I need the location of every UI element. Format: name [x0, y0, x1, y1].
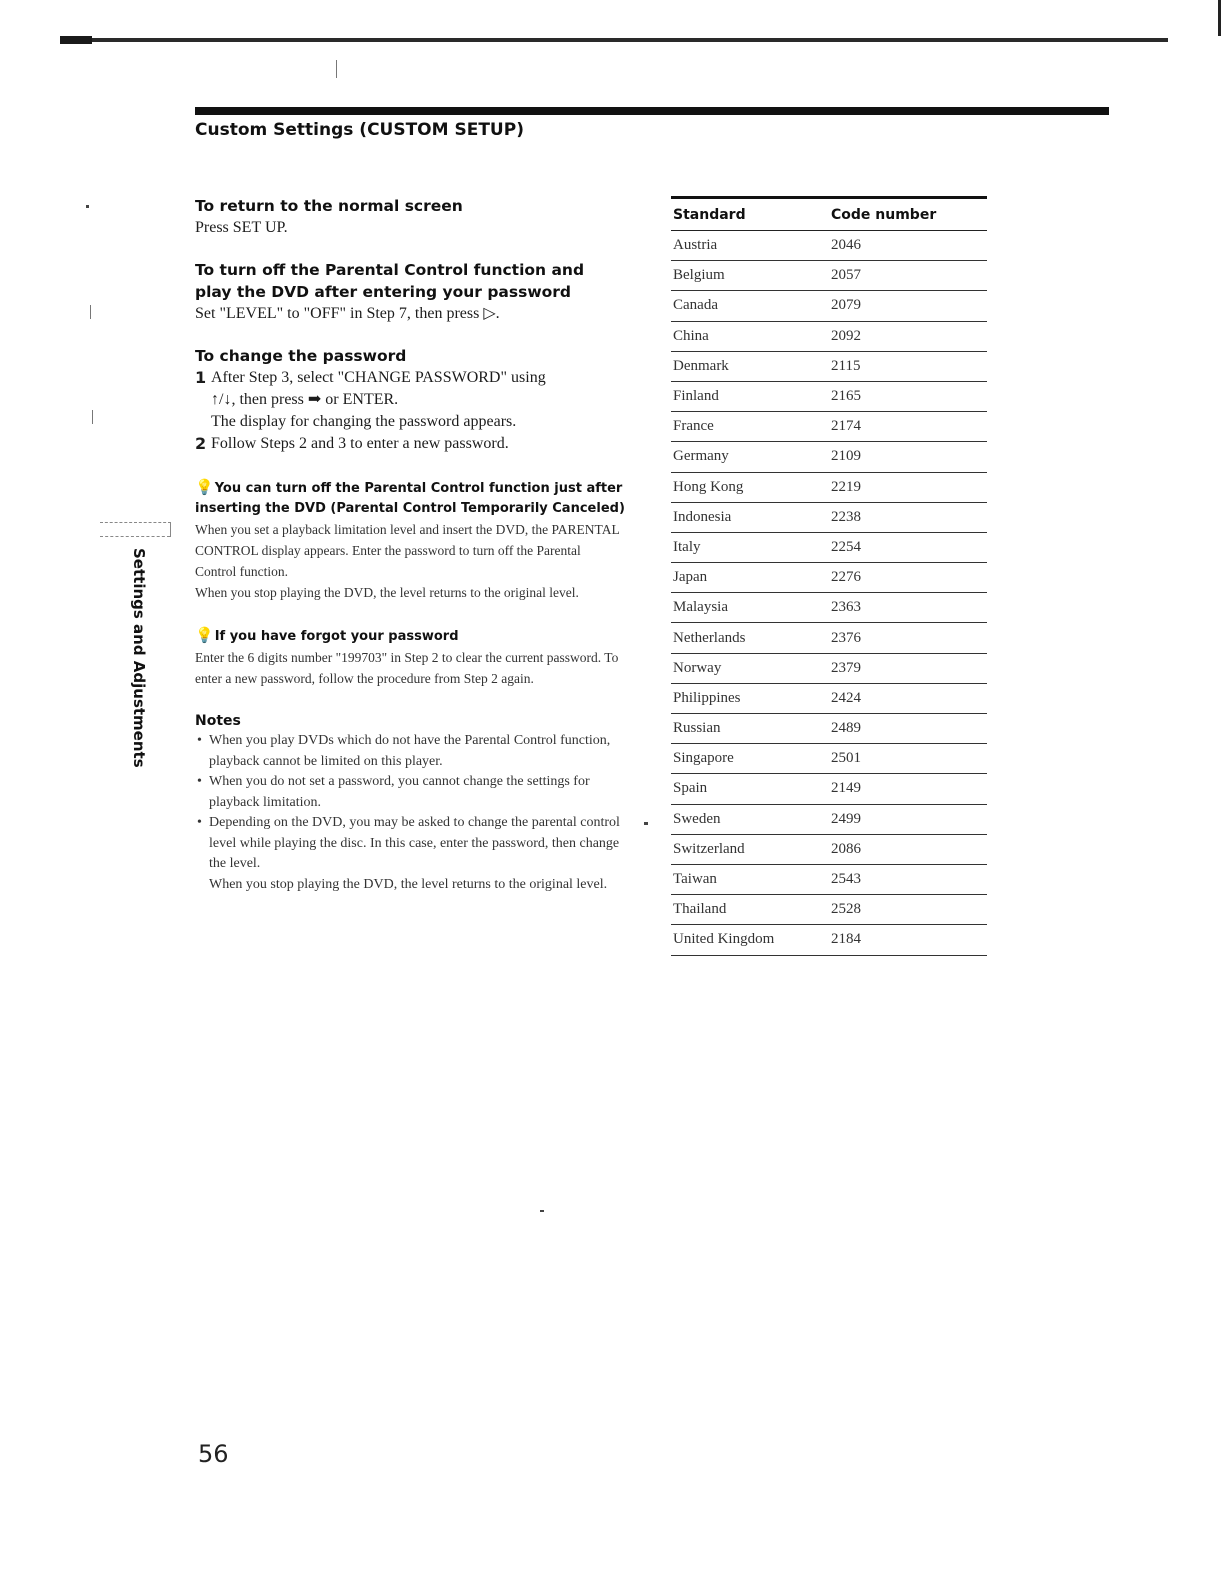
scan-mark [540, 1210, 544, 1212]
turn-off-heading: To turn off the Parental Control function and play the DVD after entering your password [195, 261, 585, 301]
return-heading: To return to the normal screen [195, 197, 463, 215]
scan-mark [90, 305, 91, 319]
country-cell: Finland [671, 381, 829, 411]
tip-heading-text: You can turn off the Parental Control function just after inserting the DVD (Parental Control Temporarily Canceled) [195, 481, 625, 516]
code-cell: 2046 [829, 231, 987, 261]
table-row [671, 895, 987, 925]
code-cell: 2109 [829, 442, 987, 472]
country-cell: Russian [671, 714, 829, 744]
top-rule [60, 38, 1168, 42]
table-row [671, 864, 987, 894]
table-row [671, 442, 987, 472]
code-cell: 2079 [829, 291, 987, 321]
code-cell: 2276 [829, 563, 987, 593]
step-1-note: The display for changing the password appears. [211, 413, 517, 430]
turn-off-text: Set "LEVEL" to "OFF" in Step 7, then press ▷. [195, 305, 500, 322]
step-1-continuation: ↑/↓, then press ➡ or ENTER. [211, 391, 399, 408]
table-row [671, 653, 987, 683]
country-cell: Italy [671, 532, 829, 562]
code-cell: 2376 [829, 623, 987, 653]
column-header-code: Code number [829, 198, 987, 231]
code-cell: 2092 [829, 321, 987, 351]
step-number: 2 [195, 434, 207, 453]
country-cell: Indonesia [671, 502, 829, 532]
note-continuation: When you stop playing the DVD, the level returns to the original level. [209, 876, 608, 892]
code-cell: 2499 [829, 804, 987, 834]
code-cell: 2424 [829, 683, 987, 713]
country-cell: Austria [671, 231, 829, 261]
table-row [671, 774, 987, 804]
code-cell: 2149 [829, 774, 987, 804]
country-cell: Switzerland [671, 834, 829, 864]
main-column [195, 195, 625, 895]
code-cell: 2057 [829, 261, 987, 291]
table-row [671, 563, 987, 593]
code-cell: 2184 [829, 925, 987, 955]
table-row [671, 321, 987, 351]
code-cell: 2501 [829, 744, 987, 774]
country-cell: Malaysia [671, 593, 829, 623]
code-cell: 2086 [829, 834, 987, 864]
code-cell: 2165 [829, 381, 987, 411]
side-tab-label: Settings and Adjustments [130, 548, 148, 768]
table-row [671, 532, 987, 562]
country-cell: Belgium [671, 261, 829, 291]
table-row [671, 623, 987, 653]
code-cell: 2379 [829, 653, 987, 683]
section-title: Custom Settings (CUSTOM SETUP) [195, 120, 524, 140]
section-header-bar [195, 107, 1109, 115]
country-code-table [671, 196, 987, 956]
side-tab-bracket [100, 522, 171, 537]
table-body [671, 231, 987, 956]
code-cell: 2219 [829, 472, 987, 502]
note-text: Depending on the DVD, you may be asked to change the parental control level while playing the disc. In this case, enter the password, then change the level. [209, 815, 620, 871]
table-row [671, 291, 987, 321]
country-cell: Japan [671, 563, 829, 593]
note-item [195, 813, 625, 895]
country-cell: Norway [671, 653, 829, 683]
country-cell: Philippines [671, 683, 829, 713]
note-item: • When you play DVDs which do not have the Parental Control function, playback cannot be limited on this player. [195, 731, 625, 772]
country-cell: France [671, 412, 829, 442]
country-cell: Netherlands [671, 623, 829, 653]
tip-heading [195, 625, 625, 647]
page-number: 56 [198, 1440, 229, 1468]
notes-list [195, 731, 625, 895]
code-cell: 2528 [829, 895, 987, 925]
tip-paragraph: When you stop playing the DVD, the level returns to the original level. [195, 585, 579, 600]
country-cell: United Kingdom [671, 925, 829, 955]
tip-paragraph: When you set a playback limitation level and insert the DVD, the PARENTAL CONTROL display appears. Enter the password to turn off the Parental Control function. [195, 522, 620, 579]
side-tab-bracket [100, 536, 170, 537]
notes-heading: Notes [195, 713, 241, 729]
table-row [671, 593, 987, 623]
tip-heading [195, 477, 625, 519]
table-row [671, 472, 987, 502]
country-cell: Taiwan [671, 864, 829, 894]
country-cell: China [671, 321, 829, 351]
lightbulb-icon: 💡 [195, 478, 214, 496]
step-2 [195, 433, 625, 455]
tip-paragraph: Enter the 6 digits number "199703" in Step 2 to clear the current password. To enter a new password, follow the procedure from Step 2 again. [195, 650, 619, 686]
table-header-row [671, 198, 987, 231]
page-edge-mark [1218, 0, 1221, 36]
table-row [671, 683, 987, 713]
lightbulb-icon: 💡 [195, 626, 214, 644]
table-row [671, 714, 987, 744]
scan-mark [86, 205, 89, 208]
code-cell: 2489 [829, 714, 987, 744]
table-row [671, 834, 987, 864]
step-1-text: After Step 3, select "CHANGE PASSWORD" using [211, 369, 546, 386]
table-row [671, 804, 987, 834]
code-cell: 2543 [829, 864, 987, 894]
country-cell: Singapore [671, 744, 829, 774]
scan-mark [336, 60, 337, 78]
table-row [671, 381, 987, 411]
tip-heading-text: If you have forgot your password [214, 629, 459, 644]
step-number: 1 [195, 368, 207, 387]
code-cell: 2238 [829, 502, 987, 532]
change-password-heading: To change the password [195, 347, 407, 365]
top-rule-marker [60, 36, 92, 44]
return-text: Press SET UP. [195, 219, 288, 236]
table-row [671, 351, 987, 381]
column-header-standard: Standard [671, 198, 829, 231]
country-cell: Germany [671, 442, 829, 472]
country-cell: Denmark [671, 351, 829, 381]
code-cell: 2115 [829, 351, 987, 381]
country-cell: Sweden [671, 804, 829, 834]
scan-mark [92, 410, 93, 424]
scan-mark [644, 822, 648, 825]
step-1 [195, 367, 625, 389]
table-row [671, 925, 987, 955]
country-cell: Canada [671, 291, 829, 321]
table-row [671, 261, 987, 291]
code-cell: 2254 [829, 532, 987, 562]
country-cell: Thailand [671, 895, 829, 925]
table-row [671, 412, 987, 442]
step-2-text: Follow Steps 2 and 3 to enter a new password. [211, 435, 509, 452]
code-cell: 2174 [829, 412, 987, 442]
country-cell: Spain [671, 774, 829, 804]
note-item: • When you do not set a password, you cannot change the settings for playback limitation. [195, 772, 625, 813]
country-cell: Hong Kong [671, 472, 829, 502]
table-row [671, 502, 987, 532]
table-row [671, 231, 987, 261]
code-cell: 2363 [829, 593, 987, 623]
table-row [671, 744, 987, 774]
